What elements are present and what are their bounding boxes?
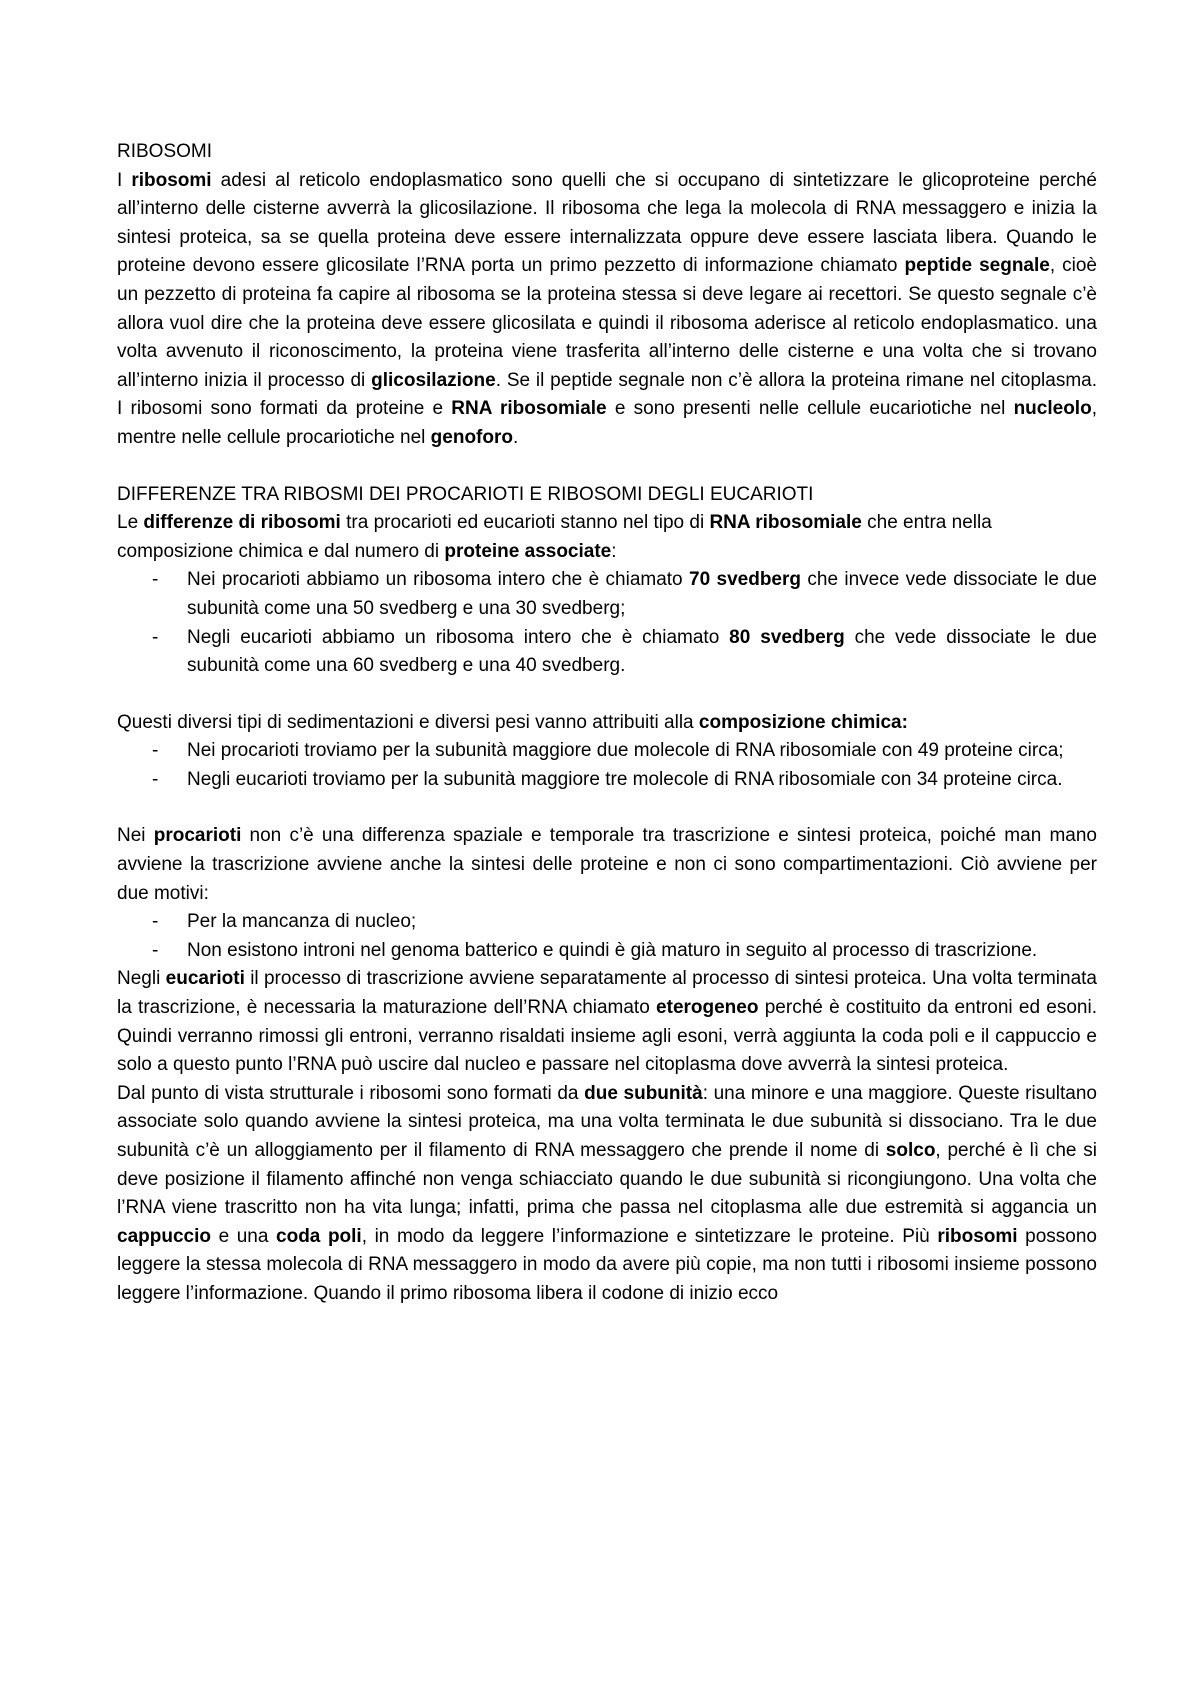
bold-text-run: glicosilazione xyxy=(371,369,496,391)
text-run: adesi al reticolo endoplasmatico sono quelli che si occupano di sintetizzare le glicoproteine perché all’interno delle cisterne avverrà la glicosilazione. Il ribosoma che lega la molecola di RNA messaggero e inizia la sintesi proteica, sa se quella proteina deve essere internalizzata oppure deve essere lasciata libera. Quando le proteine devono essere glicosilate l’RNA porta un primo pezzetto di informazione chiamato xyxy=(117,169,1097,277)
paragraph-eucarioti xyxy=(117,965,1097,1079)
text-run: Nei xyxy=(117,825,154,847)
bold-text-run: proteine associate xyxy=(444,540,612,562)
text-run: . Se il peptide segnale non c’è allora la proteina rimane nel citoplasma. I ribosomi sono formati da proteine e xyxy=(117,369,1098,420)
document-page xyxy=(117,138,1097,1309)
paragraph-procarioti xyxy=(117,822,1097,908)
text-run: possono leggere la stessa molecola di RNA messaggero in modo da avere più copie, ma non tutti i ribosomi insieme possono leggere l’informazione. Quando il primo ribosoma libera il codone di inizio ecco xyxy=(117,1225,1097,1304)
text-run: Questi diversi tipi di sedimentazioni e diversi pesi vanno attribuiti alla xyxy=(117,711,699,733)
list-item xyxy=(187,624,1097,681)
spacer xyxy=(117,453,1097,481)
section-title-ribosomi: RIBOSOMI xyxy=(117,141,213,162)
list-item xyxy=(187,566,1097,623)
bold-text-run: solco xyxy=(885,1140,936,1161)
text-run: I xyxy=(117,169,132,191)
text-run: : xyxy=(611,540,617,562)
bold-text-run: peptide segnale xyxy=(904,255,1050,277)
bold-text-run: RNA ribosomiale xyxy=(451,398,607,420)
text-run: Negli eucarioti abbiamo un ribosoma intero che è chiamato xyxy=(187,626,730,648)
bold-text-run: genoforo xyxy=(430,426,513,448)
text-run: , cioè un pezzetto di proteina fa capire al ribosoma se la proteina stessa si deve legare ai recettori. Se questo segnale c’è allora vuol dire che la proteina deve essere glicosilata e quindi il ribosoma aderisce al reticolo endoplasmatico. una volta avvenuto il riconoscimento, la proteina viene trasferita all’interno delle cisterne e una volta che si trovano all’interno inizia il processo di xyxy=(117,255,1097,391)
bold-text-run: eterogeneo xyxy=(656,997,759,1019)
bold-text-run: RNA ribosomiale xyxy=(709,512,862,534)
section-title-differenze: DIFFERENZE TRA RIBOSMI DEI PROCARIOTI E RIBOSOMI DEGLI EUCARIOTI xyxy=(117,483,814,505)
bold-text-run: eucarioti xyxy=(165,968,245,990)
paragraph-ribosomi xyxy=(117,167,1097,453)
bold-text-run: ribosomi xyxy=(937,1225,1018,1247)
text-run: , mentre nelle cellule procariotiche nel xyxy=(117,398,1097,448)
list-composizione xyxy=(117,737,1097,794)
text-run: , perché è lì che si deve posizione il filamento affinché non venga schiacciato quando le due subunità si ricongiungono. Una volta che l’RNA viene trascritto non ha vita lunga; infatti, prima che passa nel citoplasma alle due estremità si aggancia un xyxy=(117,1140,1097,1219)
list-item xyxy=(187,737,1097,766)
text-run: , in modo da leggere l’informazione e sintetizzare le proteine. Più xyxy=(361,1225,938,1247)
text-run: non c’è una differenza spaziale e temporale tra trascrizione e sintesi proteica, poiché man mano avviene la trascrizione avviene anche la sintesi delle proteine e non ci sono compartimentazioni. Ciò avviene per due motivi: xyxy=(117,825,1097,904)
paragraph-differenze-intro xyxy=(117,509,1097,566)
text-run: e sono presenti nelle cellule eucariotiche nel xyxy=(606,398,1014,420)
bold-text-run: composizione chimica: xyxy=(698,711,908,733)
text-run: . xyxy=(513,426,519,448)
text-run: : una minore e una maggiore. Queste risultano associate solo quando avviene la sintesi proteica, ma una volta terminata le due subunità si dissociano. Tra le due subunità c’è un alloggiamento per il filamento di RNA messaggero che prende il nome di xyxy=(117,1082,1097,1161)
list-motivi xyxy=(117,908,1097,965)
bold-text-run: procarioti xyxy=(153,825,242,847)
spacer xyxy=(117,794,1097,822)
bold-text-run: ribosomi xyxy=(131,169,212,191)
text-run: Negli xyxy=(117,968,166,990)
bold-text-run: cappuccio xyxy=(117,1225,211,1247)
bold-text-run: differenze di ribosomi xyxy=(143,512,341,534)
text-run: Nei procarioti abbiamo un ribosoma intero che è chiamato xyxy=(187,569,689,591)
text-run: Per la mancanza di nucleo; xyxy=(187,911,417,933)
bold-text-run: due subunità xyxy=(584,1082,703,1104)
text-run: e una xyxy=(210,1225,277,1247)
text-run: che entra nella composizione chimica e dal numero di xyxy=(117,512,992,562)
bold-text-run: 70 svedberg xyxy=(689,569,801,591)
paragraph-strutturale xyxy=(117,1080,1097,1309)
list-item xyxy=(187,937,1097,966)
text-run: che vede dissociate le due subunità come una 60 svedberg e una 40 svedberg. xyxy=(187,626,1097,677)
text-run: perché è costituito da entroni ed esoni. Quindi verranno rimossi gli entroni, verranno risaldati insieme agli esoni, verrà aggiunta la coda poli e il cappuccio e solo a questo punto l’RNA può uscire dal nucleo e passare nel citoplasma dove avverrà la sintesi proteica. xyxy=(117,997,1097,1076)
text-run: il processo di trascrizione avviene separatamente al processo di sintesi proteica. Una volta terminata la trascrizione, è necessaria la maturazione dell’RNA chiamato xyxy=(117,968,1098,1019)
list-item xyxy=(187,766,1097,795)
spacer xyxy=(117,681,1097,709)
text-run: Negli eucarioti troviamo per la subunità maggiore tre molecole di RNA ribosomiale con 34 proteine circa. xyxy=(187,768,1063,790)
text-run: Dal punto di vista strutturale i ribosomi sono formati da xyxy=(117,1082,585,1104)
bold-text-run: 80 svedberg xyxy=(729,626,845,648)
text-run: Non esistono introni nel genoma batterico e quindi è già maturo in seguito al processo di trascrizione. xyxy=(187,939,1038,961)
text-run: Le xyxy=(117,512,144,534)
list-differenze xyxy=(117,566,1097,680)
bold-text-run: coda poli xyxy=(276,1225,362,1247)
bold-text-run: nucleolo xyxy=(1013,398,1092,420)
list-item xyxy=(187,908,1097,937)
text-run: che invece vede dissociate le due subunità come una 50 svedberg e una 30 svedberg; xyxy=(187,569,1097,619)
text-run: tra procarioti ed eucarioti stanno nel tipo di xyxy=(340,512,710,534)
text-run: Nei procarioti troviamo per la subunità maggiore due molecole di RNA ribosomiale con 49 proteine circa; xyxy=(187,740,1064,762)
paragraph-composizione-intro xyxy=(117,709,1097,738)
